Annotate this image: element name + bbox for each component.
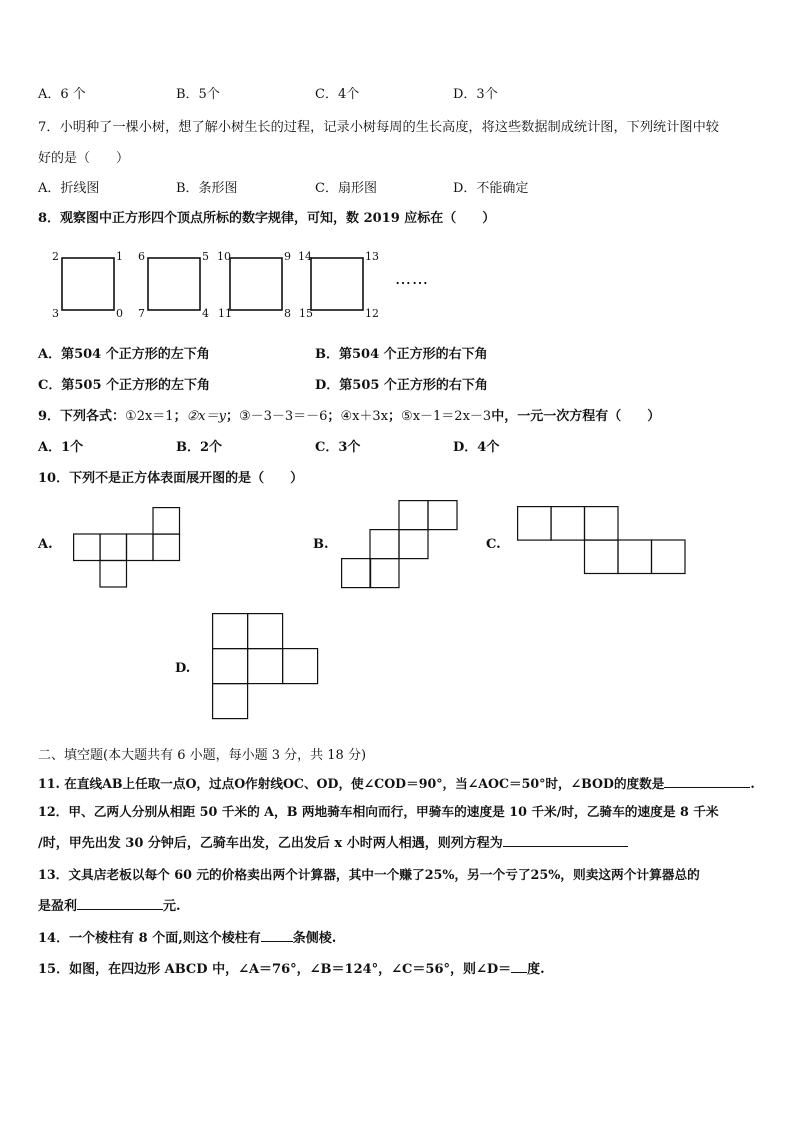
- section-title-fill-in: 二、填空题(本大题共有 6 小题，每小题 3 分，共 18 分): [38, 748, 367, 763]
- square-2-br: 4: [202, 307, 209, 320]
- square-4-br: 12: [365, 307, 379, 320]
- q12-line2: [38, 832, 628, 851]
- cube-net-b: [341, 500, 461, 590]
- q9-item-4: ④x＋3x: [340, 409, 389, 424]
- q9-item-3: ③－3－3＝－6: [238, 409, 328, 424]
- cube-net-d: [212, 613, 322, 723]
- q7-option-c: C．扇形图: [315, 181, 377, 196]
- cube-net-a: [73, 507, 183, 589]
- q9-option-c: C．3个: [315, 440, 361, 455]
- square-2-tr: 5: [202, 250, 209, 263]
- q11-end: .: [750, 776, 755, 791]
- square-3-tr: 9: [284, 250, 291, 263]
- q13-line2: [38, 895, 181, 914]
- square-4: [298, 250, 379, 320]
- square-3-br: 8: [284, 307, 291, 320]
- q13-answer-blank[interactable]: [77, 897, 163, 910]
- q15-end: 度.: [527, 962, 545, 977]
- q13-line2-post: 元.: [163, 899, 181, 914]
- square-2-tl: 6: [138, 250, 145, 263]
- sequence-ellipsis: ……: [395, 269, 429, 288]
- square-1-tl: 2: [52, 250, 59, 263]
- q11-text: 11. 在直线AB上任取一点O，过点O作射线OC、OD，使∠COD＝90°，当∠AOC＝50°时，∠BOD的度数是: [38, 776, 665, 791]
- q9-option-b: B．2个: [176, 440, 223, 455]
- cube-net-c: [517, 506, 689, 576]
- q10-label-d: D.: [175, 661, 191, 676]
- q15: [38, 958, 545, 977]
- q12-answer-blank[interactable]: [503, 834, 628, 847]
- q7-option-b: B．条形图: [176, 181, 238, 196]
- q12-line1: 12．甲、乙两人分别从相距 50 千米的 A，B 两地骑车相向而行，甲骑车的速度是 10 千米/时，乙骑车的速度是 8 千米: [38, 804, 719, 819]
- q8-option-a: A．第504 个正方形的左下角: [38, 347, 210, 362]
- q13-line1: 13．文具店老板以每个 60 元的价格卖出两个计算器，其中一个赚了25%，另一个亏了25%，则卖这两个计算器总的: [38, 867, 700, 882]
- q10-label-a: A.: [38, 537, 53, 552]
- q9-prefix: 9．下列各式：: [38, 409, 126, 424]
- q10-label-c: C.: [486, 537, 501, 552]
- square-4-tr: 13: [365, 250, 379, 263]
- q9-item-1: ①2x＝1: [125, 409, 174, 424]
- q9-option-a: A．1个: [38, 440, 84, 455]
- square-1-tr: 1: [116, 250, 123, 263]
- square-1-bl: 3: [52, 307, 59, 320]
- square-2-bl: 7: [138, 307, 145, 320]
- q15-text: 15．如图，在四边形 ABCD 中，∠A＝76°，∠B＝124°，∠C＝56°，则∠D＝: [38, 962, 512, 977]
- q9-stem: 9．下列各式：①2x＝1；②x＝y；③－3－3＝－6；④x＋3x；⑤x－1＝2x－3中，一元一次方程有（ ）: [38, 409, 661, 424]
- q6-option-b: B．5个: [176, 87, 220, 102]
- q13-line2-pre: 是盈利: [38, 899, 78, 914]
- q8-option-c: C．第505 个正方形的左下角: [38, 378, 211, 393]
- q14-post: 条侧棱.: [292, 931, 337, 946]
- q8-stem: 8．观察图中正方形四个顶点所标的数字规律，可知，数 2019 应标在（ ）: [38, 211, 496, 226]
- q7-stem-line1: 7．小明种了一棵小树，想了解小树生长的过程，记录小树每周的生长高度，将这些数据制成统计图，下列统计图中较: [38, 120, 719, 135]
- q12-line2-text: /时，甲先出发 30 分钟后，乙骑车出发，乙出发后 x 小时两人相遇，则列方程为: [38, 836, 503, 851]
- square-2: [138, 250, 209, 320]
- q7-option-a: A．折线图: [38, 181, 100, 196]
- q10-label-b: B.: [313, 537, 329, 552]
- q14: [38, 927, 336, 946]
- q9-item-2: ②x＝y: [186, 409, 226, 424]
- square-4-tl: 14: [298, 250, 312, 263]
- q6-option-c: C．4个: [315, 87, 360, 102]
- q9-option-d: D．4个: [453, 440, 500, 455]
- q7-stem-line2: 好的是（ ）: [38, 151, 130, 166]
- q11-answer-blank[interactable]: [664, 775, 750, 788]
- q15-answer-blank[interactable]: [511, 960, 527, 973]
- q11: [38, 773, 755, 792]
- square-3-bl: 11: [218, 307, 232, 320]
- q8-option-b: B．第504 个正方形的右下角: [315, 347, 488, 362]
- q10-stem: 10．下列不是正方体表面展开图的是（ ）: [38, 471, 304, 486]
- q8-squares-figure: [40, 244, 460, 324]
- q14-answer-blank[interactable]: [261, 929, 293, 942]
- square-1-br: 0: [116, 307, 123, 320]
- q6-option-a: A．6 个: [38, 87, 86, 102]
- square-4-bl: 15: [299, 307, 313, 320]
- q8-option-d: D．第505 个正方形的右下角: [315, 378, 488, 393]
- square-3-tl: 10: [217, 250, 231, 263]
- square-1: [52, 250, 123, 320]
- q6-option-d: D．3个: [453, 87, 498, 102]
- q7-option-d: D．不能确定: [453, 181, 529, 196]
- square-3: [217, 250, 291, 320]
- q9-item-5: ⑤x－1＝2x－3: [401, 409, 492, 424]
- q14-pre: 14．一个棱柱有 8 个面,则这个棱柱有: [38, 931, 261, 946]
- q9-suffix: 中，一元一次方程有（ ）: [491, 409, 661, 424]
